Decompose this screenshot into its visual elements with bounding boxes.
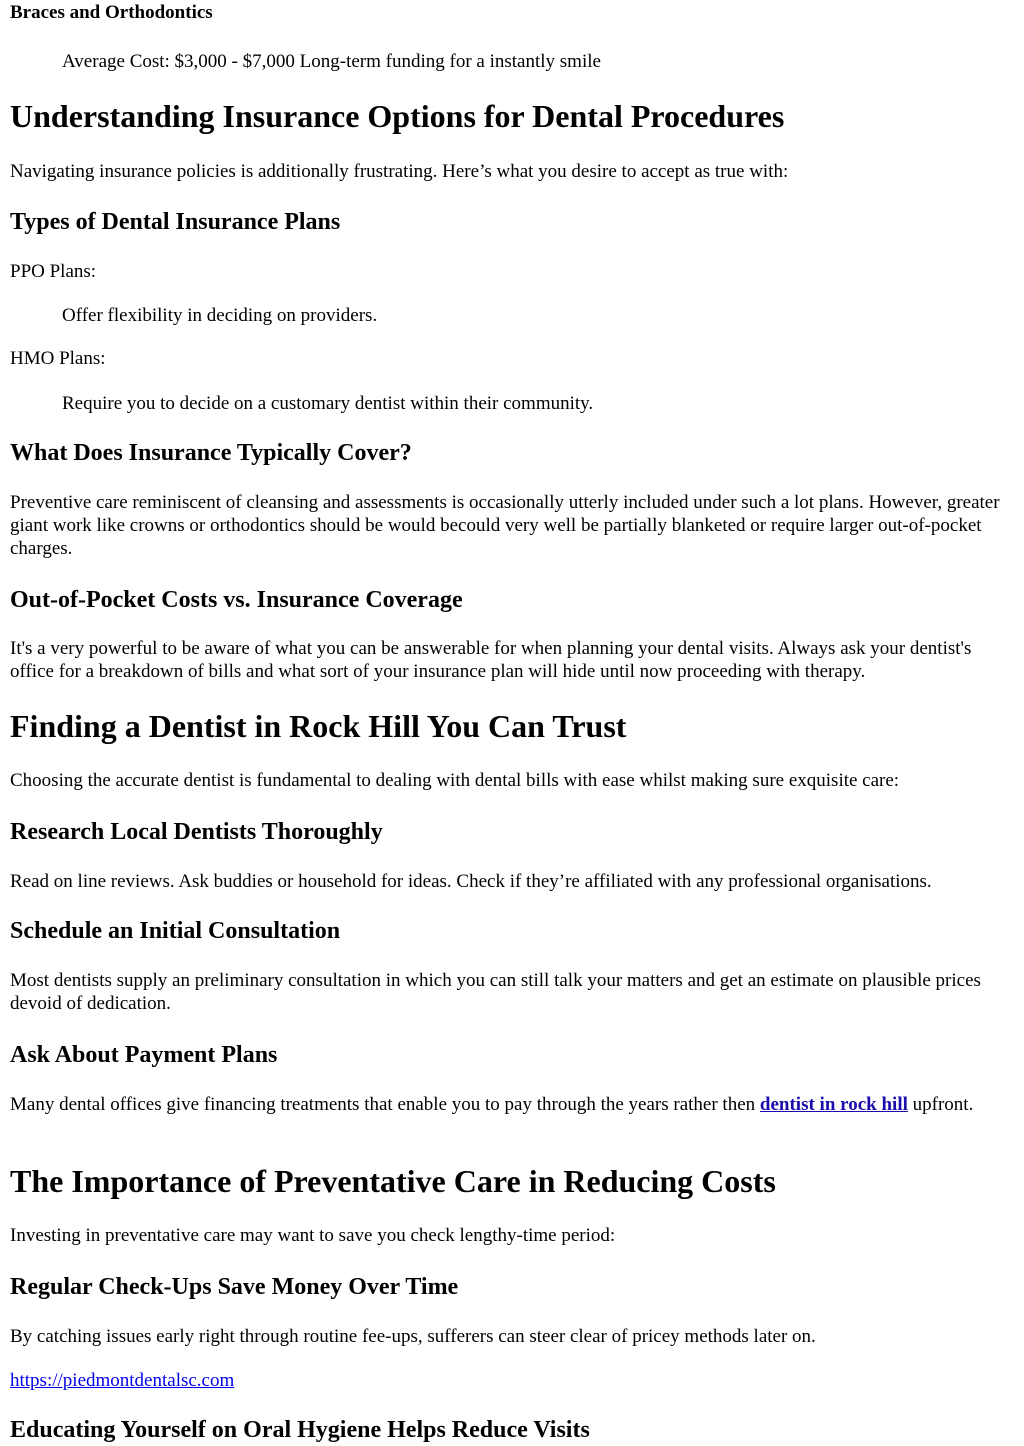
insurance-section-title bbox=[10, 97, 1014, 135]
preventative-intro bbox=[10, 1224, 1014, 1247]
ppo-label bbox=[10, 260, 1014, 283]
braces-cost-text: Average Cost: $3,000 - $7,000 Long-term funding for a instantly smile bbox=[62, 51, 601, 72]
hmo-label-text: HMO Plans: bbox=[10, 348, 106, 369]
types-heading bbox=[10, 208, 1014, 236]
hygiene-heading bbox=[10, 1416, 1014, 1444]
insurance-intro-text: Navigating insurance policies is additionally frustrating. Here’s what you desire to accept as true with: bbox=[10, 161, 789, 182]
hmo-label bbox=[10, 347, 1014, 370]
braces-cost-item bbox=[10, 50, 1014, 73]
cover-title: What Does Insurance Typically Cover? bbox=[10, 440, 412, 466]
braces-heading bbox=[10, 0, 1014, 24]
payment-title: Ask About Payment Plans bbox=[10, 1042, 278, 1068]
consult-heading bbox=[10, 917, 1014, 945]
cover-heading bbox=[10, 439, 1014, 467]
oop-title: Out-of-Pocket Costs vs. Insurance Coverage bbox=[10, 587, 463, 613]
finding-intro bbox=[10, 769, 1014, 792]
hygiene-title: Educating Yourself on Oral Hygiene Helps Reduce Visits bbox=[10, 1417, 590, 1443]
ppo-desc-text: Offer flexibility in deciding on providers. bbox=[62, 305, 378, 326]
research-text: Read on line reviews. Ask buddies or household for ideas. Check if they’re affiliated with any professional organisations. bbox=[10, 871, 932, 892]
payment-heading bbox=[10, 1041, 1014, 1069]
consult-text: Most dentists supply an preliminary consultation in which you can still talk your matters and get an estimate on plausible prices devoid of dedication. bbox=[10, 970, 981, 1014]
hmo-desc-text: Require you to decide on a customary dentist within their community. bbox=[62, 393, 594, 414]
payment-text-after: upfront. bbox=[907, 1094, 974, 1115]
types-title: Types of Dental Insurance Plans bbox=[10, 209, 341, 235]
payment-text-before: Many dental offices give financing treatments that enable you to pay through the years rather then bbox=[10, 1094, 760, 1115]
checkups-text: By catching issues early right through routine fee-ups, sufferers can steer clear of pricey methods later on. bbox=[10, 1326, 816, 1347]
research-heading bbox=[10, 818, 1014, 846]
oop-paragraph bbox=[10, 637, 1014, 683]
cover-text: Preventive care reminiscent of cleansing and assessments is occasionally utterly included under such a lot plans. However, greater giant work like crowns or orthodontics should be would becould very well be partially blanketed or require larger out-of-pocket charges. bbox=[10, 492, 1000, 559]
finding-section-title bbox=[10, 707, 1014, 745]
ppo-label-text: PPO Plans: bbox=[10, 261, 97, 282]
piedmont-dental-link[interactable]: https://piedmontdentalsc.com bbox=[10, 1370, 235, 1391]
cover-paragraph bbox=[10, 491, 1014, 560]
preventative-intro-text: Investing in preventative care may want to save you check lengthy-time period: bbox=[10, 1225, 616, 1246]
dentist-rock-hill-link[interactable]: dentist in rock hill bbox=[759, 1094, 908, 1115]
research-title: Research Local Dentists Thoroughly bbox=[10, 819, 383, 845]
braces-heading-text: Braces and Orthodontics bbox=[10, 2, 213, 23]
url-paragraph bbox=[10, 1369, 1014, 1392]
checkups-heading bbox=[10, 1273, 1014, 1301]
payment-paragraph bbox=[10, 1093, 1014, 1116]
payment-text bbox=[10, 1093, 1014, 1116]
hmo-desc bbox=[10, 392, 1014, 415]
checkups-title: Regular Check-Ups Save Money Over Time bbox=[10, 1274, 459, 1300]
consult-paragraph bbox=[10, 969, 1014, 1015]
consult-title: Schedule an Initial Consultation bbox=[10, 918, 341, 944]
insurance-title: Understanding Insurance Options for Dental Procedures bbox=[10, 98, 785, 134]
insurance-intro bbox=[10, 160, 1014, 183]
checkups-paragraph bbox=[10, 1325, 1014, 1348]
finding-title: Finding a Dentist in Rock Hill You Can Trust bbox=[10, 708, 627, 744]
oop-text: It's a very powerful to be aware of what you can be answerable for when planning your dental visits. Always ask your dentist's office for a breakdown of bills and what sort of your insurance plan will hide until now proceeding with therapy. bbox=[10, 638, 972, 682]
finding-intro-text: Choosing the accurate dentist is fundamental to dealing with dental bills with ease whilst making sure exquisite care: bbox=[10, 770, 900, 791]
research-paragraph bbox=[10, 870, 1014, 893]
preventative-section-title bbox=[10, 1162, 1014, 1200]
oop-heading bbox=[10, 586, 1014, 614]
ppo-desc bbox=[10, 304, 1014, 327]
preventative-title: The Importance of Preventative Care in Reducing Costs bbox=[10, 1163, 776, 1199]
